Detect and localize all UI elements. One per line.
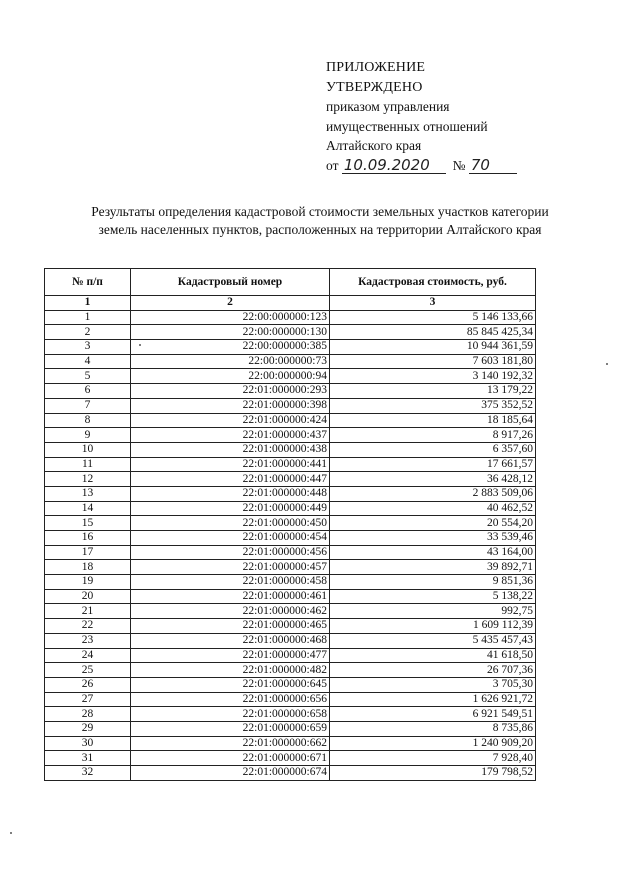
table-row	[45, 766, 536, 781]
table-header-row	[45, 269, 536, 296]
cadastral-value-cell: 8 735,86	[330, 721, 536, 736]
cadastral-value-cell: 10 944 361,59	[330, 340, 536, 355]
row-number-cell: 12	[45, 472, 131, 487]
table-row	[45, 325, 536, 340]
cadastral-number-cell: 22:01:000000:437	[131, 428, 330, 443]
table-row	[45, 663, 536, 678]
approval-status: УТВЕРЖДЕНО	[326, 79, 423, 95]
row-number-cell: 4	[45, 354, 131, 369]
row-number-cell: 10	[45, 442, 131, 457]
row-number-cell: 22	[45, 619, 131, 634]
row-number-cell: 14	[45, 501, 131, 516]
cadastral-number-cell: 22:01:000000:465	[131, 619, 330, 634]
approval-authority-line: имущественных отношений	[326, 118, 488, 134]
cadastral-value-cell: 6 921 549,51	[330, 707, 536, 722]
table-row	[45, 531, 536, 546]
cadastral-number-cell: 22:01:000000:468	[131, 633, 330, 648]
table-row	[45, 398, 536, 413]
cadastral-number-cell: 22:01:000000:658	[131, 707, 330, 722]
cadastral-value-cell: 17 661,57	[330, 457, 536, 472]
cadastral-number-cell: 22:00:000000:94	[131, 369, 330, 384]
row-number-cell: 28	[45, 707, 131, 722]
cadastral-number-cell: 22:01:000000:458	[131, 575, 330, 590]
cadastral-number-cell: 22:01:000000:398	[131, 398, 330, 413]
table-row	[45, 707, 536, 722]
table-row	[45, 633, 536, 648]
cadastral-number-cell: 22:00:000000:123	[131, 310, 330, 325]
row-number-cell: 18	[45, 560, 131, 575]
row-number-cell: 9	[45, 428, 131, 443]
date-prefix: от	[326, 157, 339, 173]
cadastral-value-cell: 26 707,36	[330, 663, 536, 678]
table-row	[45, 677, 536, 692]
cadastral-value-cell: 18 185,64	[330, 413, 536, 428]
title-line-1: Результаты определения кадастровой стоимости земельных участков категории	[91, 204, 549, 219]
table-row	[45, 589, 536, 604]
cadastral-value-table	[44, 268, 536, 781]
approval-order-line: приказом управления	[326, 99, 450, 114]
column-index-1: 1	[45, 296, 131, 311]
table-row	[45, 516, 536, 531]
cadastral-number-cell: 22:01:000000:659	[131, 721, 330, 736]
cadastral-number-cell: 22:01:000000:450	[131, 516, 330, 531]
approval-date-line	[326, 156, 606, 176]
cadastral-number-cell: 22:00:000000:130	[131, 325, 330, 340]
cadastral-value-cell: 9 851,36	[330, 575, 536, 590]
cadastral-number-cell: 22:01:000000:645	[131, 677, 330, 692]
cadastral-value-cell: 1 626 921,72	[330, 692, 536, 707]
cadastral-value-cell: 20 554,20	[330, 516, 536, 531]
cadastral-number-cell: 22:01:000000:449	[131, 501, 330, 516]
table-row	[45, 501, 536, 516]
row-number-cell: 1	[45, 310, 131, 325]
table-row	[45, 457, 536, 472]
cadastral-number-cell: 22:01:000000:656	[131, 692, 330, 707]
row-number-cell: 2	[45, 325, 131, 340]
cadastral-value-cell: 1 240 909,20	[330, 736, 536, 751]
number-prefix: №	[452, 157, 466, 173]
cadastral-value-cell: 36 428,12	[330, 472, 536, 487]
table-row	[45, 575, 536, 590]
handwritten-date: 10.09.2020	[342, 157, 446, 174]
cadastral-value-cell: 5 138,22	[330, 589, 536, 604]
cadastral-number-cell: 22:01:000000:482	[131, 663, 330, 678]
header-row-number: № п/п	[45, 269, 131, 296]
scan-speck	[139, 344, 141, 346]
row-number-cell: 23	[45, 633, 131, 648]
row-number-cell: 29	[45, 721, 131, 736]
cadastral-value-cell: 2 883 509,06	[330, 486, 536, 501]
cadastral-number-cell: 22:01:000000:461	[131, 589, 330, 604]
table-row	[45, 442, 536, 457]
table-row	[45, 472, 536, 487]
cadastral-number-cell: 22:01:000000:662	[131, 736, 330, 751]
table-row	[45, 721, 536, 736]
cadastral-value-cell: 5 435 457,43	[330, 633, 536, 648]
table-row	[45, 692, 536, 707]
table-row	[45, 736, 536, 751]
row-number-cell: 8	[45, 413, 131, 428]
cadastral-number-cell: 22:01:000000:671	[131, 751, 330, 766]
table-row	[45, 560, 536, 575]
row-number-cell: 19	[45, 575, 131, 590]
row-number-cell: 30	[45, 736, 131, 751]
column-index-3: 3	[330, 296, 536, 311]
approval-region-line: Алтайского края	[326, 138, 422, 153]
cadastral-value-cell: 41 618,50	[330, 648, 536, 663]
cadastral-value-cell: 85 845 425,34	[330, 325, 536, 340]
row-number-cell: 21	[45, 604, 131, 619]
cadastral-value-cell: 6 357,60	[330, 442, 536, 457]
table-row	[45, 369, 536, 384]
scan-speck	[606, 363, 608, 365]
header-cadastral-number: Кадастровый номер	[131, 269, 330, 296]
cadastral-number-cell: 22:00:000000:385	[131, 340, 330, 355]
row-number-cell: 7	[45, 398, 131, 413]
cadastral-value-cell: 33 539,46	[330, 531, 536, 546]
table-row	[45, 428, 536, 443]
cadastral-number-cell: 22:01:000000:447	[131, 472, 330, 487]
cadastral-value-cell: 1 609 112,39	[330, 619, 536, 634]
cadastral-number-cell: 22:01:000000:674	[131, 766, 330, 781]
row-number-cell: 27	[45, 692, 131, 707]
column-index-2: 2	[131, 296, 330, 311]
table-row	[45, 413, 536, 428]
table-row	[45, 604, 536, 619]
cadastral-value-cell: 43 164,00	[330, 545, 536, 560]
cadastral-value-cell: 3 140 192,32	[330, 369, 536, 384]
row-number-cell: 32	[45, 766, 131, 781]
document-title	[30, 203, 610, 239]
cadastral-number-cell: 22:01:000000:441	[131, 457, 330, 472]
cadastral-value-cell: 13 179,22	[330, 384, 536, 399]
table-row	[45, 751, 536, 766]
row-number-cell: 24	[45, 648, 131, 663]
row-number-cell: 15	[45, 516, 131, 531]
cadastral-number-cell: 22:01:000000:457	[131, 560, 330, 575]
cadastral-value-cell: 3 705,30	[330, 677, 536, 692]
cadastral-value-cell: 179 798,52	[330, 766, 536, 781]
cadastral-number-cell: 22:01:000000:456	[131, 545, 330, 560]
row-number-cell: 31	[45, 751, 131, 766]
cadastral-value-cell: 5 146 133,66	[330, 310, 536, 325]
approval-block	[326, 58, 606, 175]
row-number-cell: 16	[45, 531, 131, 546]
title-line-2: земель населенных пунктов, расположенных на территории Алтайского края	[98, 222, 542, 237]
cadastral-number-cell: 22:00:000000:73	[131, 354, 330, 369]
cadastral-value-cell: 39 892,71	[330, 560, 536, 575]
column-index-row	[45, 296, 536, 311]
cadastral-number-cell: 22:01:000000:477	[131, 648, 330, 663]
table-row	[45, 354, 536, 369]
row-number-cell: 17	[45, 545, 131, 560]
cadastral-value-cell: 40 462,52	[330, 501, 536, 516]
cadastral-value-cell: 375 352,52	[330, 398, 536, 413]
row-number-cell: 5	[45, 369, 131, 384]
row-number-cell: 6	[45, 384, 131, 399]
row-number-cell: 26	[45, 677, 131, 692]
cadastral-value-cell: 7 603 181,80	[330, 354, 536, 369]
cadastral-number-cell: 22:01:000000:462	[131, 604, 330, 619]
cadastral-number-cell: 22:01:000000:438	[131, 442, 330, 457]
header-cadastral-value: Кадастровая стоимость, руб.	[330, 269, 536, 296]
row-number-cell: 3	[45, 340, 131, 355]
cadastral-number-cell: 22:01:000000:293	[131, 384, 330, 399]
table-row	[45, 648, 536, 663]
row-number-cell: 25	[45, 663, 131, 678]
table-row	[45, 545, 536, 560]
table-row	[45, 619, 536, 634]
cadastral-number-cell: 22:01:000000:424	[131, 413, 330, 428]
approval-heading: ПРИЛОЖЕНИЕ	[326, 60, 426, 75]
table-row	[45, 384, 536, 399]
table-row	[45, 310, 536, 325]
scan-speck	[10, 832, 12, 834]
cadastral-number-cell: 22:01:000000:448	[131, 486, 330, 501]
cadastral-value-cell: 8 917,26	[330, 428, 536, 443]
handwritten-number: 70	[469, 157, 517, 174]
cadastral-number-cell: 22:01:000000:454	[131, 531, 330, 546]
cadastral-value-cell: 992,75	[330, 604, 536, 619]
row-number-cell: 20	[45, 589, 131, 604]
cadastral-value-cell: 7 928,40	[330, 751, 536, 766]
row-number-cell: 11	[45, 457, 131, 472]
row-number-cell: 13	[45, 486, 131, 501]
table-row	[45, 340, 536, 355]
table-row	[45, 486, 536, 501]
